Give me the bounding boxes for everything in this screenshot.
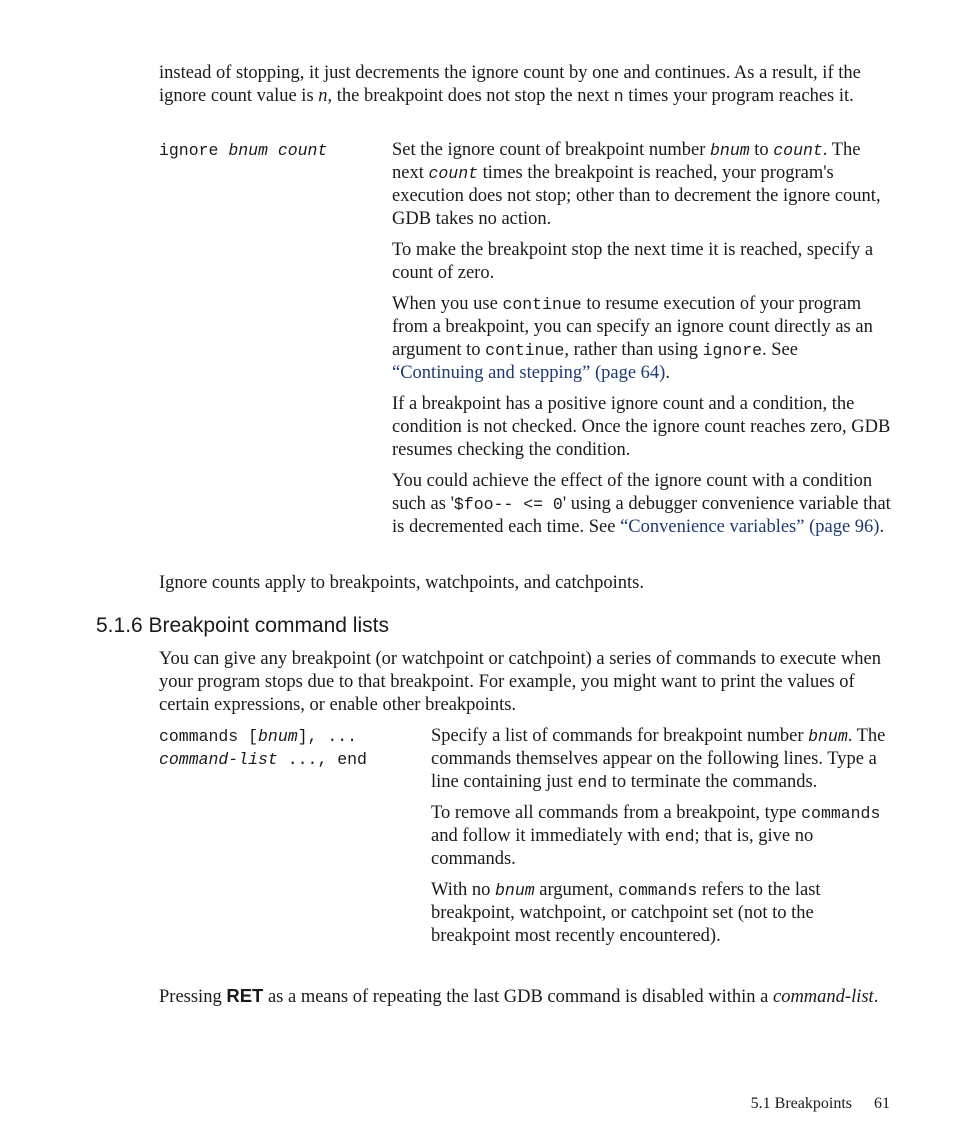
ignore-def-p1 [392,139,894,231]
text: . The next [392,140,861,183]
text: to [749,140,774,160]
commands-term [159,725,367,771]
text: argument, [534,880,619,900]
section-heading: 5.1.6 Breakpoint command lists [96,614,389,637]
text: With no [431,880,496,900]
text: Specify a list of commands for breakpoint number [431,726,809,746]
text: commands [ [159,727,259,746]
ignore-term [159,139,327,162]
text: You could achieve the effect of the ignore count with a condition such as ' [392,471,873,514]
text: . [665,363,670,383]
text: . [879,517,885,537]
code-n: n [613,87,624,106]
text: times your program reaches it. [623,86,854,106]
text: times the breakpoint is reached, your program's execution does not stop; other than to decrement the ignore count, GDB takes no action. [392,163,881,229]
ignore-def-p3 [392,293,894,385]
code-end: end [577,773,608,792]
commands-def-p1 [431,725,894,794]
text: . The commands themselves appear on the following lines. Type a line containing just [431,726,886,792]
key-ret: RET [226,985,264,1006]
text: ... [277,750,318,769]
link-convenience-variables[interactable]: “Convenience variables” (page 96) [620,517,880,537]
link-continuing-and-stepping[interactable]: “Continuing and stepping” (page 64) [392,363,666,383]
text: Pressing [159,987,227,1007]
code-count: count [773,141,823,160]
code-bnum: bnum [808,727,848,746]
commands-term-line1 [159,725,367,748]
commands-def-p2 [431,802,894,871]
commands-def-p3 [431,879,894,948]
ignore-summary: Ignore counts apply to breakpoints, watchpoints, and catchpoints. [159,573,645,593]
text: instead of stopping, it just decrements the ignore count by one and continues. As a result, if the ignore count value is [159,63,861,106]
code-foo-condition: $foo-- <= 0 [453,495,563,514]
code-command-list: command-list [159,750,278,769]
text: to resume execution of your program from a breakpoint, you can specify an ignore count directly as an argument to [392,294,873,360]
code-end: end [664,827,695,846]
text: . [873,987,879,1007]
text: Set the ignore count of breakpoint number [392,140,711,160]
code-ignore: ignore [702,341,763,360]
ignore-definition [392,139,894,547]
ignore-def-p5 [392,470,894,539]
commands-definition [431,725,894,956]
text: When you use [392,294,503,314]
section-intro: You can give any breakpoint (or watchpoint or catchpoint) a series of commands to execute when your program stops due to that breakpoint. For example, you might want to print the values of certain expressions, or enable other breakpoints. [159,649,881,715]
text: , the breakpoint does not stop the next [327,86,614,106]
code-commands: commands [618,881,698,900]
text: , rather than using [564,340,703,360]
text: ; that is, give no commands. [431,826,814,869]
code-bnum: bnum [258,727,298,746]
ignore-def-p4: If a breakpoint has a positive ignore count and a condition, the condition is not checked. Once the ignore count reaches zero, GDB resumes checking the condition. [392,394,891,460]
text: to terminate the commands. [607,772,818,792]
text: To remove all commands from a breakpoint, type [431,803,802,823]
code-continue: continue [485,341,565,360]
page-number: 61 [874,1095,890,1112]
text: . See [762,340,798,360]
ignore-def-p2: To make the breakpoint stop the next time it is reached, specify a count of zero. [392,240,874,283]
closing-paragraph [159,984,894,1009]
code-bnum: bnum [710,141,750,160]
text: ' using a debugger convenience variable that is decremented each time. See [392,494,891,537]
ignore-keyword: ignore [159,141,219,160]
code-continue: continue [502,295,582,314]
text: refers to the last breakpoint, watchpoint, or catchpoint set (not to the breakpoint most recently encountered). [431,880,821,946]
page-footer [751,1092,890,1115]
commands-term-line2 [159,748,367,771]
text: ], ... [297,727,358,746]
code-bnum: bnum [495,881,535,900]
term-command-list: command-list [772,987,874,1007]
footer-section: 5.1 Breakpoints [750,1095,852,1112]
text: as a means of repeating the last GDB command is disabled within a [263,987,773,1007]
intro-paragraph [159,62,894,108]
code-commands: commands [801,804,881,823]
text: , end [317,750,367,769]
var-n: n [318,86,328,106]
code-count: count [428,164,478,183]
text: and follow it immediately with [431,826,665,846]
ignore-args: bnum count [228,141,328,160]
